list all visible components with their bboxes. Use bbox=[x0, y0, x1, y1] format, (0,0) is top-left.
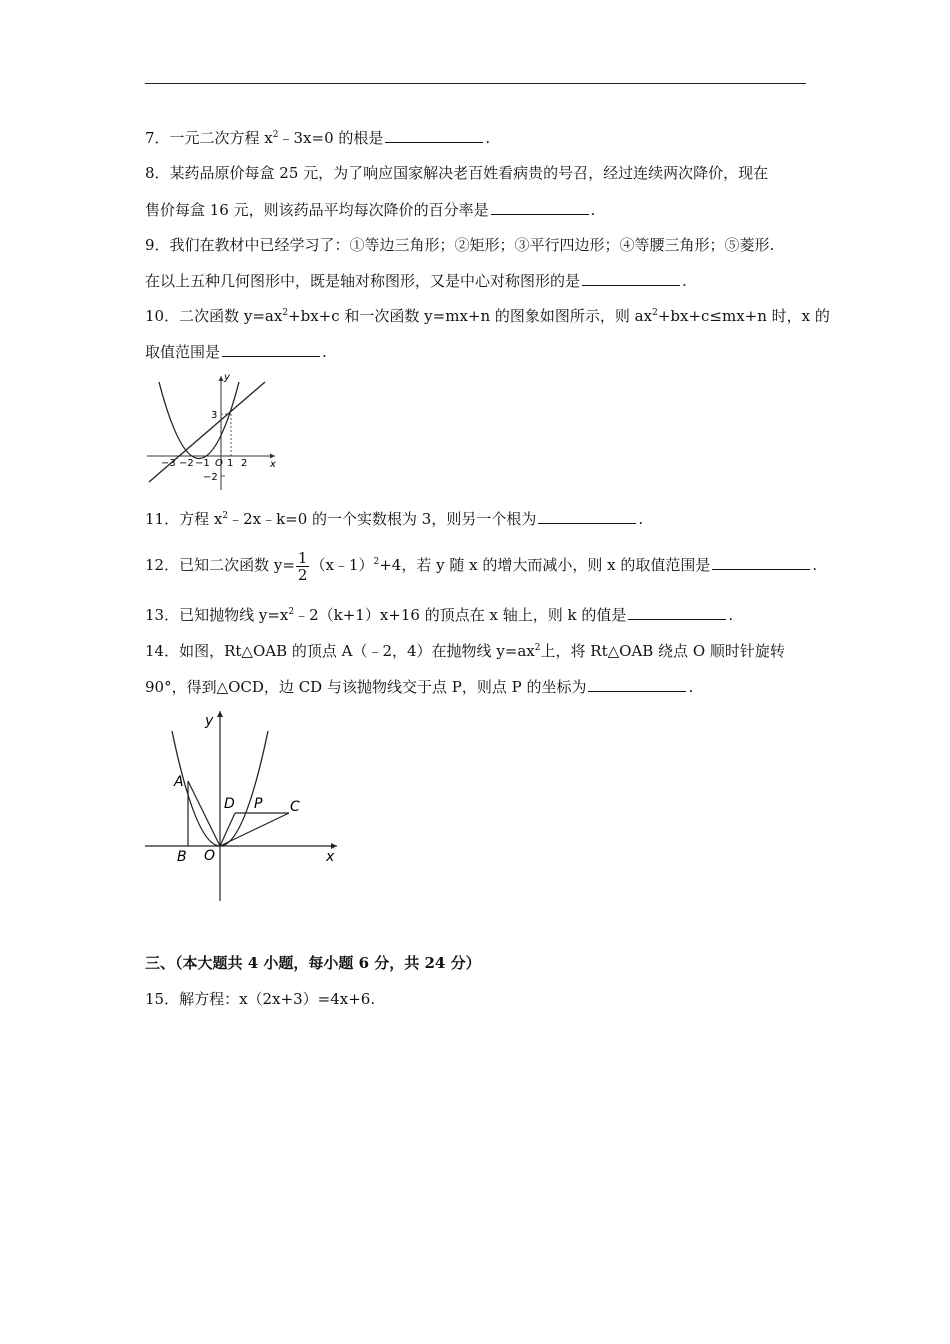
q10-text-4: 取值范围是 bbox=[145, 343, 221, 361]
answer-blank[interactable] bbox=[588, 677, 686, 692]
q14-text: 14．如图，Rt△OAB 的顶点 A（﹣2，4）在抛物线 y=ax bbox=[145, 642, 535, 660]
q11-text-2: ﹣2x﹣k=0 的一个实数根为 3，则另一个根为 bbox=[228, 510, 537, 528]
question-12 bbox=[145, 548, 817, 583]
q7-end: . bbox=[485, 129, 491, 147]
label-minus-2: −2 bbox=[179, 458, 194, 469]
q12-sup: 2 bbox=[373, 557, 380, 567]
q10-end: . bbox=[322, 343, 327, 361]
label-x: x bbox=[326, 849, 335, 865]
q11-sup: 2 bbox=[222, 511, 229, 521]
q10-text-3: +bx+c≤mx+n 时，x 的 bbox=[657, 307, 830, 325]
q13-text: 13．已知抛物线 y=x bbox=[145, 606, 289, 624]
segment-OD bbox=[220, 813, 235, 846]
q8-end: . bbox=[590, 201, 596, 219]
label-P: P bbox=[254, 796, 263, 812]
question-11 bbox=[145, 508, 643, 530]
question-10-line-1 bbox=[145, 305, 830, 327]
segment-OC bbox=[220, 813, 289, 846]
q12-text: 12．已知二次函数 y= bbox=[145, 556, 295, 574]
label-y-minus-2: −2 bbox=[203, 472, 218, 483]
question-15: 15．解方程：x（2x+3）=4x+6. bbox=[145, 990, 376, 1008]
q13-text-2: ﹣2（k+1）x+16 的顶点在 x 轴上，则 k 的值是 bbox=[294, 606, 627, 624]
fraction-numerator: 1 bbox=[297, 548, 308, 567]
label-3: 3 bbox=[211, 410, 218, 421]
q11-text: 11．方程 x bbox=[145, 510, 223, 528]
label-y: y bbox=[224, 372, 230, 383]
header-rule bbox=[145, 83, 806, 84]
q10-sup-2: 2 bbox=[652, 308, 658, 318]
q14-text-2: 上，将 Rt△OAB 绕点 O 顺时针旋转 bbox=[540, 642, 785, 660]
label-x: x bbox=[270, 459, 276, 470]
question-9-line-2 bbox=[145, 270, 687, 292]
question-7 bbox=[145, 127, 490, 149]
q7-sup: 2 bbox=[272, 130, 279, 140]
question-14-line-1 bbox=[145, 640, 785, 662]
q14-text-3: 90°，得到△OCD，边 CD 与该抛物线交于点 P，则点 P 的坐标为 bbox=[145, 678, 587, 696]
x-axis-arrow bbox=[270, 454, 275, 459]
fraction-denominator: 2 bbox=[297, 565, 308, 584]
q13-end: . bbox=[728, 606, 734, 624]
answer-blank[interactable] bbox=[222, 342, 320, 357]
label-D: D bbox=[224, 796, 235, 812]
label-1: 1 bbox=[227, 458, 234, 469]
q8-text: 售价每盒 16 元，则该药品平均每次降价的百分率是 bbox=[145, 201, 489, 219]
question-8-line-2 bbox=[145, 199, 595, 221]
label-y: y bbox=[205, 713, 214, 729]
answer-blank[interactable] bbox=[628, 605, 726, 620]
q10-sup: 2 bbox=[282, 308, 289, 318]
answer-blank[interactable] bbox=[491, 200, 589, 215]
answer-blank[interactable] bbox=[385, 128, 483, 143]
q12-text-3: +4，若 y 随 x 的增大而减小，则 x 的取值范围是 bbox=[379, 556, 711, 574]
q10-text: 10．二次函数 y=ax bbox=[145, 307, 283, 325]
q10-text-2: +bx+c 和一次函数 y=mx+n 的图象如图所示，则 ax bbox=[288, 307, 653, 325]
label-B: B bbox=[177, 849, 187, 865]
label-minus-1: −1 bbox=[195, 458, 210, 469]
label-A: A bbox=[174, 774, 184, 790]
question-10-line-2 bbox=[145, 341, 327, 363]
y-axis-arrow bbox=[219, 376, 224, 381]
label-origin: O bbox=[215, 458, 223, 469]
answer-blank[interactable] bbox=[582, 271, 680, 286]
question-8-line-1: 8．某药品原价每盒 25 元，为了响应国家解决老百姓看病贵的号召，经过连续两次降价，现在 bbox=[145, 164, 769, 182]
label-O: O bbox=[204, 848, 216, 864]
q13-sup: 2 bbox=[288, 607, 295, 617]
label-minus-3: −3 bbox=[161, 458, 176, 469]
q7-text: 7．一元二次方程 x bbox=[145, 129, 273, 147]
q12-end: . bbox=[812, 556, 818, 574]
label-C: C bbox=[290, 799, 300, 815]
segment-OA bbox=[188, 781, 220, 846]
question-9-line-1: 9．我们在教材中已经学习了：①等边三角形；②矩形；③平行四边形；④等腰三角形；⑤菱形. bbox=[145, 236, 775, 254]
label-2: 2 bbox=[241, 458, 248, 469]
fraction-one-half bbox=[296, 550, 310, 583]
y-axis-arrow bbox=[217, 711, 223, 717]
q10-figure bbox=[143, 370, 283, 495]
question-14-line-2 bbox=[145, 676, 693, 698]
q14-figure bbox=[143, 705, 348, 905]
q9-text: 在以上五种几何图形中，既是轴对称图形，又是中心对称图形的是 bbox=[145, 272, 581, 290]
q7-text-2: ﹣3x=0 的根是 bbox=[278, 129, 384, 147]
answer-blank[interactable] bbox=[538, 509, 636, 524]
section-3-title: 三、（本大题共 4 小题，每小题 6 分，共 24 分） bbox=[145, 954, 481, 972]
parabola-curve bbox=[159, 382, 239, 459]
q14-end: . bbox=[688, 678, 694, 696]
question-13 bbox=[145, 604, 733, 626]
answer-blank[interactable] bbox=[712, 555, 810, 570]
q9-end: . bbox=[682, 272, 687, 290]
q11-end: . bbox=[638, 510, 644, 528]
q14-sup: 2 bbox=[534, 643, 541, 653]
q12-text-2: （x﹣1） bbox=[310, 556, 374, 574]
